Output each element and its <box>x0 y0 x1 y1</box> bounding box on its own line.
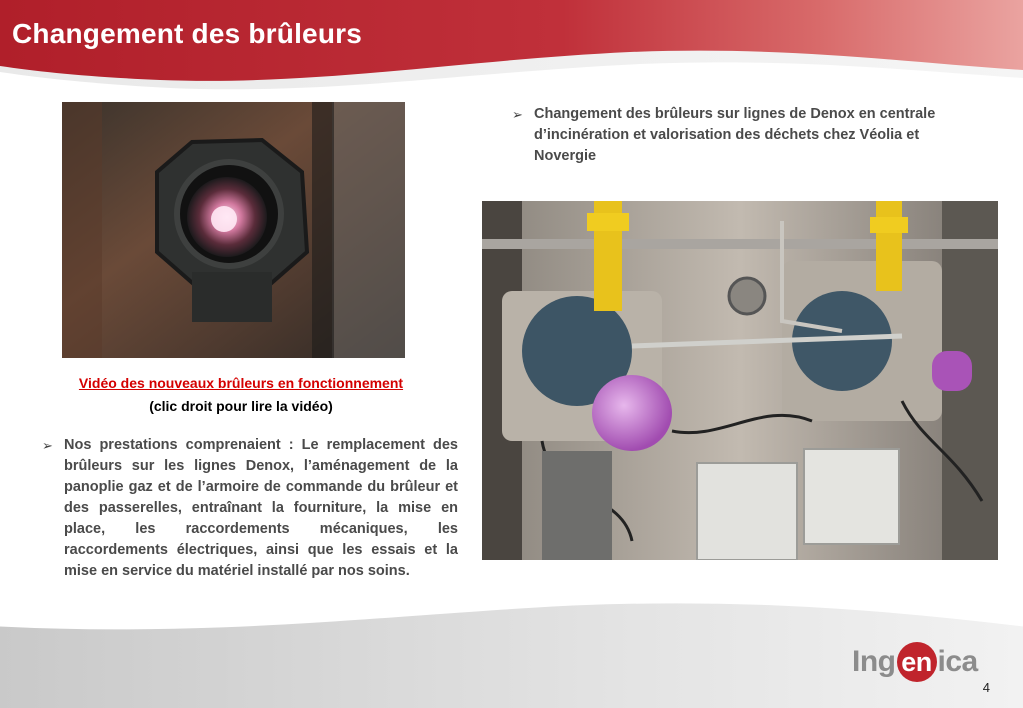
context-text: Changement des brûleurs sur lignes de Denox en centrale d’incinération et valorisation des déchets chez Véolia et Novergie <box>534 106 936 164</box>
burner-installation-image <box>482 201 998 560</box>
logo-suffix: ica <box>937 645 978 678</box>
page-number: 4 <box>982 680 990 695</box>
burner-video-still[interactable] <box>62 102 405 358</box>
video-hint: (clic droit pour lire la vidéo) <box>149 398 333 414</box>
slide-title: Changement des brûleurs <box>12 18 363 49</box>
arrowhead-bullet-icon: ➢ <box>42 438 53 453</box>
burner-installation-photo <box>482 201 998 560</box>
header-banner <box>0 0 1023 110</box>
services-text: Nos prestations comprenaient : Le remplacement des brûleurs sur les lignes Denox, l’aménagement de la panoplie gaz et de l’armoire de commande du brûleur et des passerelles, entraînant la fourniture, la mise en place, les raccordements mécaniques, les raccordements électriques, ainsi que les essais et la mise en service du matériel installé par nos soins. <box>64 437 458 579</box>
context-bullet <box>512 104 952 167</box>
burner-flame-image <box>62 102 405 358</box>
services-bullet <box>42 435 458 582</box>
logo-prefix: Ing <box>852 645 896 678</box>
video-link[interactable]: Vidéo des nouveaux brûleurs en fonctionnement <box>78 375 404 391</box>
ingenica-logo <box>852 642 978 682</box>
arrowhead-bullet-icon: ➢ <box>512 107 523 122</box>
logo-highlight: en <box>897 642 937 682</box>
